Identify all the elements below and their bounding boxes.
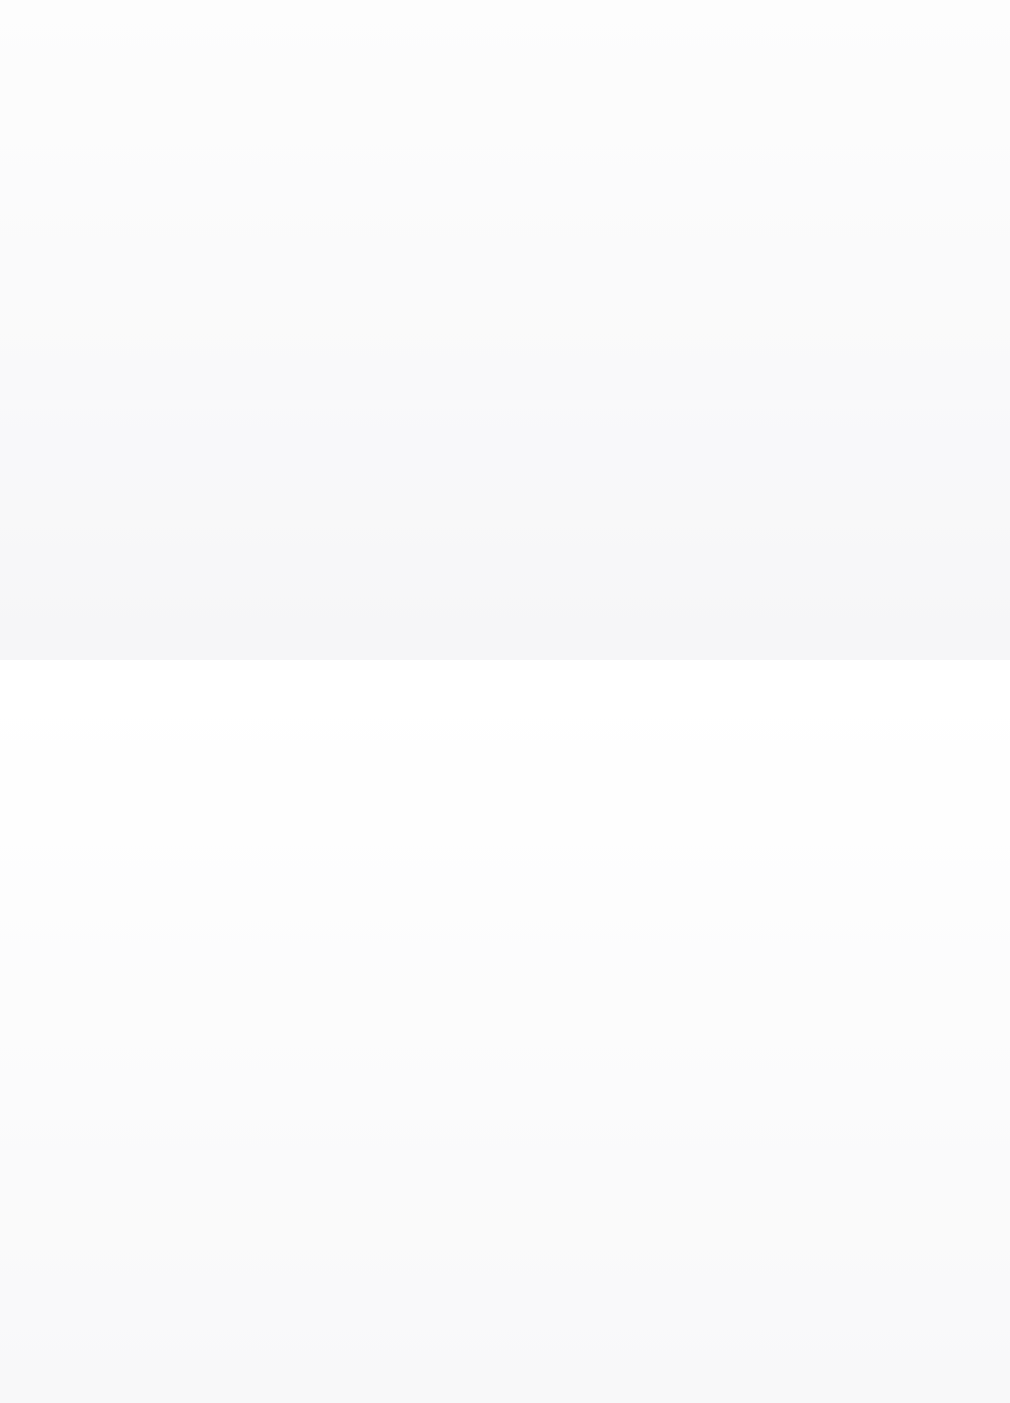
toc-page-bottom bbox=[0, 690, 1010, 1403]
toc-page-top bbox=[0, 0, 1010, 668]
